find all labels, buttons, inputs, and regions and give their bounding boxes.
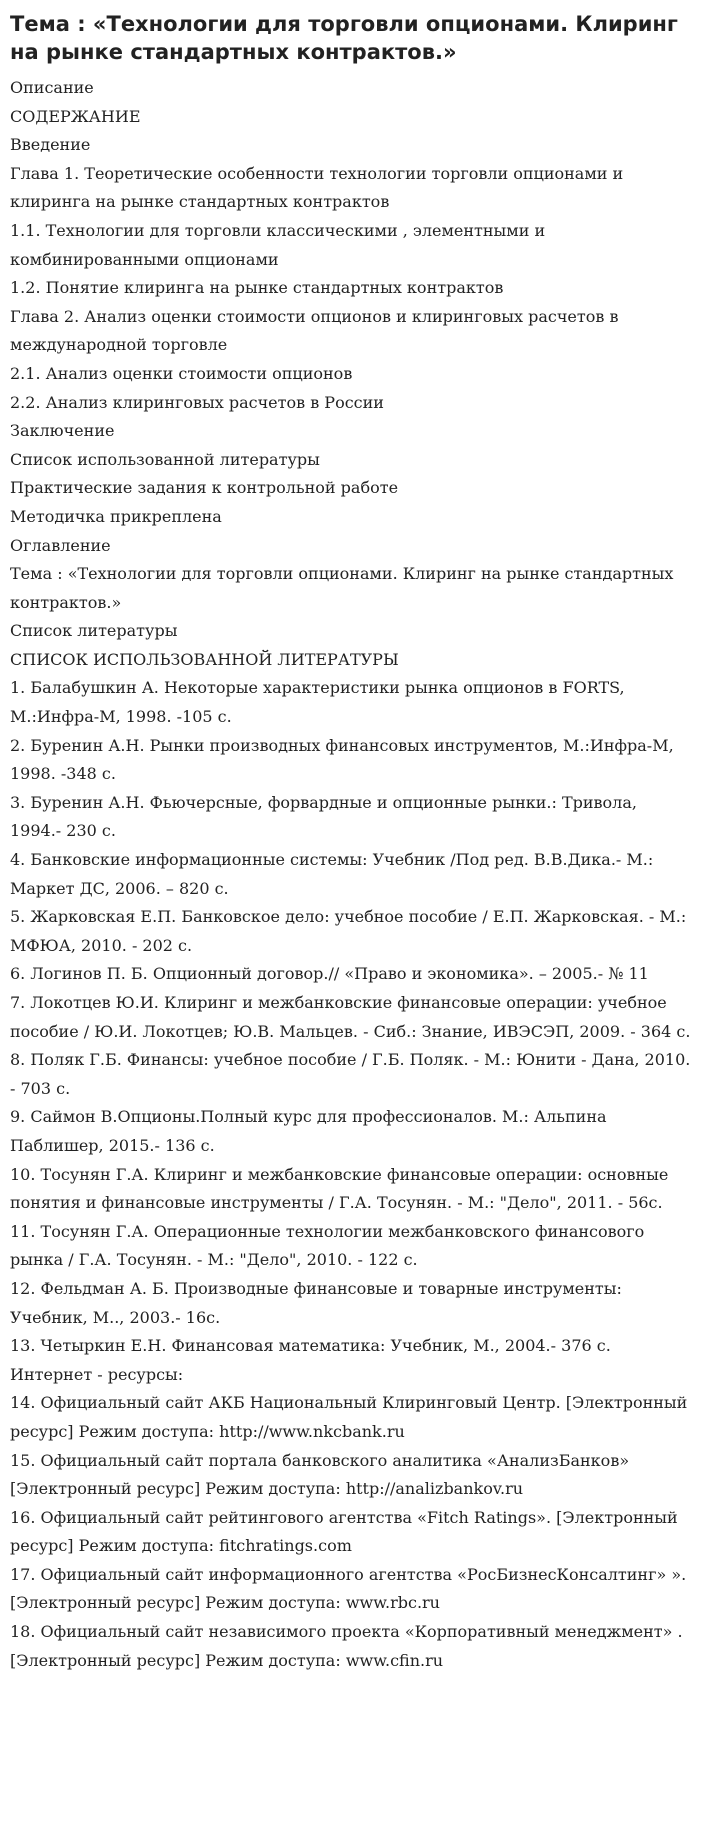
document-body xyxy=(10,74,693,1675)
text-line: СОДЕРЖАНИЕ xyxy=(10,106,141,126)
text-line: 9. Саймон В.Опционы.Полный курс для профессионалов. М.: Альпина Паблишер, 2015.- 136 с. xyxy=(10,1107,607,1155)
text-line: Тема : «Технологии для торговли опционами. Клиринг на рынке стандартных контрактов.» xyxy=(10,564,674,612)
text-line: 15. Официальный сайт портала банковского аналитика «АнализБанков» [Электронный ресурс] Режим доступа: http://analizbankov.ru xyxy=(10,1450,630,1499)
text-line: 13. Четыркин Е.Н. Финансовая математика: Учебник, М., 2004.- 376 с. xyxy=(10,1336,611,1356)
text-line: Интернет - ресурсы: xyxy=(10,1364,184,1384)
page-title: Тема : «Технологии для торговли опционами. Клиринг на рынке стандартных контрактов.» xyxy=(10,12,678,64)
text-line: 1.2. Понятие клиринга на рынке стандартных контрактов xyxy=(10,278,504,298)
text-line: 14. Официальный сайт АКБ Национальный Клиринговый Центр. [Электронный ресурс] Режим доступа: http://www.nkcbank.ru xyxy=(10,1393,688,1441)
text-line: 11. Тосунян Г.А. Операционные технологии межбанковского финансового рынка / Г.А. Тосунян. - М.: "Дело", 2010. - 122 с. xyxy=(10,1221,645,1270)
text-line: Практические задания к контрольной работе xyxy=(10,478,399,498)
text-line: 6. Логинов П. Б. Опционный договор.// «Право и экономика». – 2005.- № 11 xyxy=(10,964,649,984)
text-line: Описание xyxy=(10,78,94,97)
text-line: Оглавление xyxy=(10,535,111,555)
text-line: 7. Локотцев Ю.И. Клиринг и межбанковские финансовые операции: учебное пособие / Ю.И. Локотцев; Ю.В. Мальцев. - Сиб.: Знание, ИВЭСЭП, 2009. - 364 с. xyxy=(10,993,691,1041)
text-line: Глава 2. Анализ оценки стоимости опционов и клиринговых расчетов в международной торговле xyxy=(10,306,619,355)
text-line: Глава 1. Теоретические особенности технологии торговли опционами и клиринга на рынке стандартных контрактов xyxy=(10,163,624,212)
text-line: 17. Официальный сайт информационного агентства «РосБизнесКонсалтинг» ». [Электронный ресурс] Режим доступа: www.rbc.ru xyxy=(10,1564,687,1613)
text-line: 18. Официальный сайт независимого проекта «Корпоративный менеджмент» . [Электронный ресурс] Режим доступа: www.cfin.ru xyxy=(10,1622,683,1670)
text-line: Введение xyxy=(10,135,91,155)
text-line: 10. Тосунян Г.А. Клиринг и межбанковские финансовые операции: основные понятия и финансовые инструменты / Г.А. Тосунян. - М.: "Дело", 2011. - 56с. xyxy=(10,1164,669,1213)
text-line: 8. Поляк Г.Б. Финансы: учебное пособие / Г.Б. Поляк. - М.: Юнити - Дана, 2010. - 703 с. xyxy=(10,1050,691,1098)
text-line: Список использованной литературы xyxy=(10,449,320,469)
text-line: 2. Буренин А.Н. Рынки производных финансовых инструментов, М.:Инфра-М, 1998. -348 с. xyxy=(10,735,674,784)
text-line: 16. Официальный сайт рейтингового агентства «Fitch Ratings». [Электронный ресурс] Режим доступа: fitchratings.com xyxy=(10,1507,678,1556)
text-line: 12. Фельдман А. Б. Производные финансовые и товарные инструменты: Учебник, М.., 2003.- 16с. xyxy=(10,1278,622,1327)
text-line: СПИСОК ИСПОЛЬЗОВАННОЙ ЛИТЕРАТУРЫ xyxy=(10,649,399,669)
text-line: 3. Буренин А.Н. Фьючерсные, форвардные и опционные рынки.: Тривола, 1994.- 230 с. xyxy=(10,792,637,841)
text-line: Методичка прикреплена xyxy=(10,506,222,526)
text-line: 2.1. Анализ оценки стоимости опционов xyxy=(10,363,353,383)
text-line: 2.2. Анализ клиринговых расчетов в России xyxy=(10,392,384,412)
text-line: Заключение xyxy=(10,421,115,441)
text-line: Список литературы xyxy=(10,621,178,641)
text-line: 1.1. Технологии для торговли классическими , элементными и комбинированными опционами xyxy=(10,220,546,269)
text-line: 5. Жарковская Е.П. Банковское дело: учебное пособие / Е.П. Жарковская. - М.: МФЮА, 2010. - 202 с. xyxy=(10,907,687,955)
text-line: 4. Банковские информационные системы: Учебник /Под ред. В.В.Дика.- М.: Маркет ДС, 2006. – 820 с. xyxy=(10,850,654,898)
text-line: 1. Балабушкин А. Некоторые характеристики рынка опционов в FORTS, М.:Инфра-М, 1998. -105 с. xyxy=(10,678,625,727)
